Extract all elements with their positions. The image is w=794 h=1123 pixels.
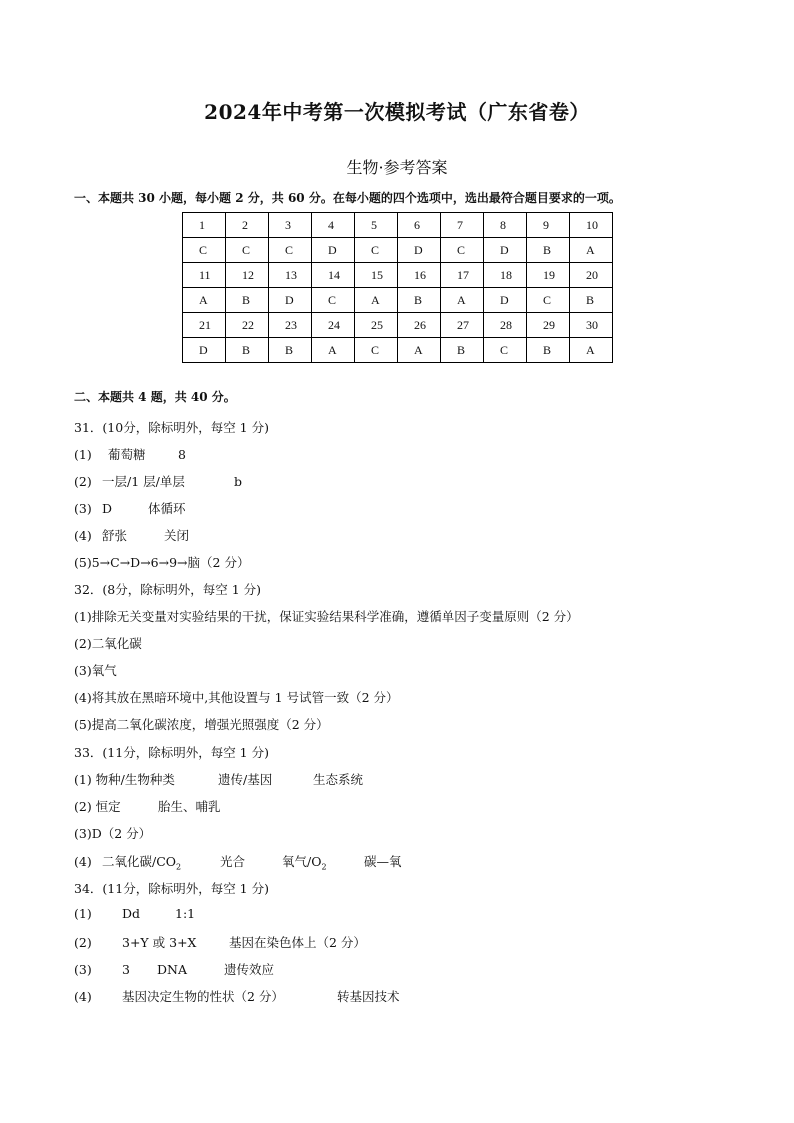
- q31-line2: [74, 472, 242, 490]
- answer-cell: 18: [484, 263, 527, 288]
- answer-cell: 12: [226, 263, 269, 288]
- q34-l2-b: 基因在染色体上（2 分）: [229, 935, 366, 950]
- q31-l4-b: 关闭: [164, 528, 190, 543]
- answer-cell: C: [355, 238, 398, 263]
- answer-cell: C: [226, 238, 269, 263]
- answer-cell: 16: [398, 263, 441, 288]
- answer-number-row: [183, 313, 613, 338]
- q34-l4-a: 基因决定生物的性状（2 分）: [122, 989, 284, 1004]
- q31-line3: [74, 499, 186, 517]
- q31-line5: (5)5→C→D→6→9→脑（2 分）: [74, 555, 250, 570]
- answer-cell: B: [527, 238, 570, 263]
- q31-l4-num: (4): [74, 528, 92, 543]
- answer-cell: B: [226, 288, 269, 313]
- q33-line2: [74, 797, 221, 815]
- answer-cell: C: [312, 288, 355, 313]
- answer-letter-row: [183, 338, 613, 363]
- q33-line4: [74, 852, 402, 872]
- q34-l1-b: 1:1: [175, 906, 196, 921]
- answer-cell: 25: [355, 313, 398, 338]
- q31-line1: [74, 445, 186, 463]
- q34-line4: [74, 987, 400, 1005]
- answer-cell: A: [570, 238, 613, 263]
- answer-cell: 1: [183, 213, 226, 238]
- answer-cell: 28: [484, 313, 527, 338]
- answer-cell: D: [312, 238, 355, 263]
- q31-l2-num: (2): [74, 474, 92, 489]
- answer-cell: B: [527, 338, 570, 363]
- q34-l4-b: 转基因技术: [337, 989, 400, 1004]
- answer-cell: A: [398, 338, 441, 363]
- q33-l4-e: 碳—氧: [364, 854, 402, 869]
- answer-number-row: [183, 263, 613, 288]
- answer-cell: B: [570, 288, 613, 313]
- answer-cell: 19: [527, 263, 570, 288]
- q32-title: 32．(8分，除标明外，每空 1 分): [74, 582, 262, 597]
- answer-cell: 13: [269, 263, 312, 288]
- answer-cell: D: [484, 288, 527, 313]
- answer-cell: 22: [226, 313, 269, 338]
- q34-l3-b: DNA: [157, 962, 187, 977]
- answer-cell: 15: [355, 263, 398, 288]
- q31-l2-b: b: [234, 474, 243, 489]
- q31-l1-b: 8: [178, 447, 186, 462]
- q31-title: 31．(10分，除标明外，每空 1 分): [74, 420, 269, 435]
- q32-line1: (1)排除无关变量对实验结果的干扰，保证实验结果科学准确，遵循单因子变量原则（2 分）: [74, 609, 579, 624]
- q33-l2-a: (2) 恒定: [74, 799, 121, 814]
- q33-l4-num: (4): [74, 854, 92, 869]
- q33-l1-c: 生态系统: [313, 772, 364, 787]
- q34-l2-num: (2): [74, 935, 92, 950]
- answer-cell: 7: [441, 213, 484, 238]
- answer-cell: A: [312, 338, 355, 363]
- section1-heading: 一、本题共 30 小题，每小题 2 分，共 60 分。在每小题的四个选项中，选出最符合题目要求的一项。: [74, 191, 621, 205]
- answer-cell: 23: [269, 313, 312, 338]
- q33-l2-b: 胎生、哺乳: [158, 799, 221, 814]
- answer-cell: 30: [570, 313, 613, 338]
- answer-cell: A: [183, 288, 226, 313]
- answer-cell: 21: [183, 313, 226, 338]
- answer-cell: 5: [355, 213, 398, 238]
- q31-l3-a: D: [102, 501, 113, 516]
- q33-line1: [74, 770, 363, 788]
- answer-cell: 9: [527, 213, 570, 238]
- q33-l4-b: 二氧化碳$/CO_2$: [102, 854, 182, 872]
- answer-cell: 17: [441, 263, 484, 288]
- answer-cell: 3: [269, 213, 312, 238]
- answer-cell: 6: [398, 213, 441, 238]
- answer-cell: D: [183, 338, 226, 363]
- q33-l4-d: 氧气$/O_2$: [282, 854, 327, 872]
- answer-cell: C: [355, 338, 398, 363]
- answer-cell: B: [441, 338, 484, 363]
- answer-cell: D: [484, 238, 527, 263]
- q32-line2: (2)二氧化碳: [74, 636, 142, 651]
- q33-l4-c: 光合: [220, 854, 246, 869]
- q31-l3-b: 体循环: [148, 501, 186, 516]
- answer-letter-row: [183, 238, 613, 263]
- q33-title: 33．(11分，除标明外，每空 1 分): [74, 745, 269, 760]
- q31-line4: [74, 526, 189, 544]
- answer-cell: B: [269, 338, 312, 363]
- answer-cell: 27: [441, 313, 484, 338]
- answer-cell: C: [484, 338, 527, 363]
- q34-l3-num: (3): [74, 962, 92, 977]
- q34-l1-a: Dd: [122, 906, 141, 921]
- q34-line3: [74, 960, 274, 978]
- answer-cell: 24: [312, 313, 355, 338]
- answer-cell: C: [527, 288, 570, 313]
- q31-l4-a: 舒张: [102, 528, 128, 543]
- q31-l2-a: 一层/1 层/单层: [102, 474, 185, 489]
- answer-cell: A: [355, 288, 398, 313]
- answer-cell: B: [398, 288, 441, 313]
- q31-l3-num: (3): [74, 501, 92, 516]
- answer-cell: 2: [226, 213, 269, 238]
- q34-line2: [74, 933, 366, 951]
- page-title: 2024年中考第一次模拟考试（广东省卷）: [204, 100, 590, 124]
- answer-cell: A: [570, 338, 613, 363]
- answer-cell: 10: [570, 213, 613, 238]
- q32-line5: (5)提高二氧化碳浓度，增强光照强度（2 分）: [74, 717, 329, 732]
- q34-l3-c: 遗传效应: [224, 962, 275, 977]
- answer-table: [182, 212, 613, 363]
- answer-cell: C: [183, 238, 226, 263]
- answer-number-row: [183, 213, 613, 238]
- q34-l1-num: (1): [74, 906, 92, 921]
- answer-cell: 8: [484, 213, 527, 238]
- answer-letter-row: [183, 288, 613, 313]
- answer-cell: 29: [527, 313, 570, 338]
- q33-l1-b: 遗传/基因: [218, 772, 273, 787]
- answer-cell: A: [441, 288, 484, 313]
- q32-line4: (4)将其放在黑暗环境中,其他设置与 1 号试管一致（2 分）: [74, 690, 399, 705]
- answer-cell: B: [226, 338, 269, 363]
- answer-cell: D: [398, 238, 441, 263]
- q34-title: 34．(11分，除标明外，每空 1 分): [74, 881, 269, 896]
- answer-cell: 26: [398, 313, 441, 338]
- q34-l4-num: (4): [74, 989, 92, 1004]
- answer-cell: D: [269, 288, 312, 313]
- q34-l2-a: 3+Y 或 3+X: [122, 935, 197, 950]
- answer-cell: 20: [570, 263, 613, 288]
- q31-l1-a: 葡萄糖: [108, 447, 146, 462]
- q32-line3: (3)氧气: [74, 663, 117, 678]
- answer-cell: 4: [312, 213, 355, 238]
- answer-cell: C: [441, 238, 484, 263]
- q33-l1-a: (1) 物种/生物种类: [74, 772, 175, 787]
- q31-l1-num: (1): [74, 447, 92, 462]
- answer-cell: 11: [183, 263, 226, 288]
- section2-heading: 二、本题共 4 题，共 40 分。: [74, 390, 236, 404]
- answer-cell: 14: [312, 263, 355, 288]
- page-subtitle: 生物·参考答案: [346, 158, 448, 177]
- q34-l3-a: 3: [122, 962, 130, 977]
- q34-line1: [74, 906, 195, 921]
- q33-line3: (3)D（2 分）: [74, 826, 152, 841]
- answer-cell: C: [269, 238, 312, 263]
